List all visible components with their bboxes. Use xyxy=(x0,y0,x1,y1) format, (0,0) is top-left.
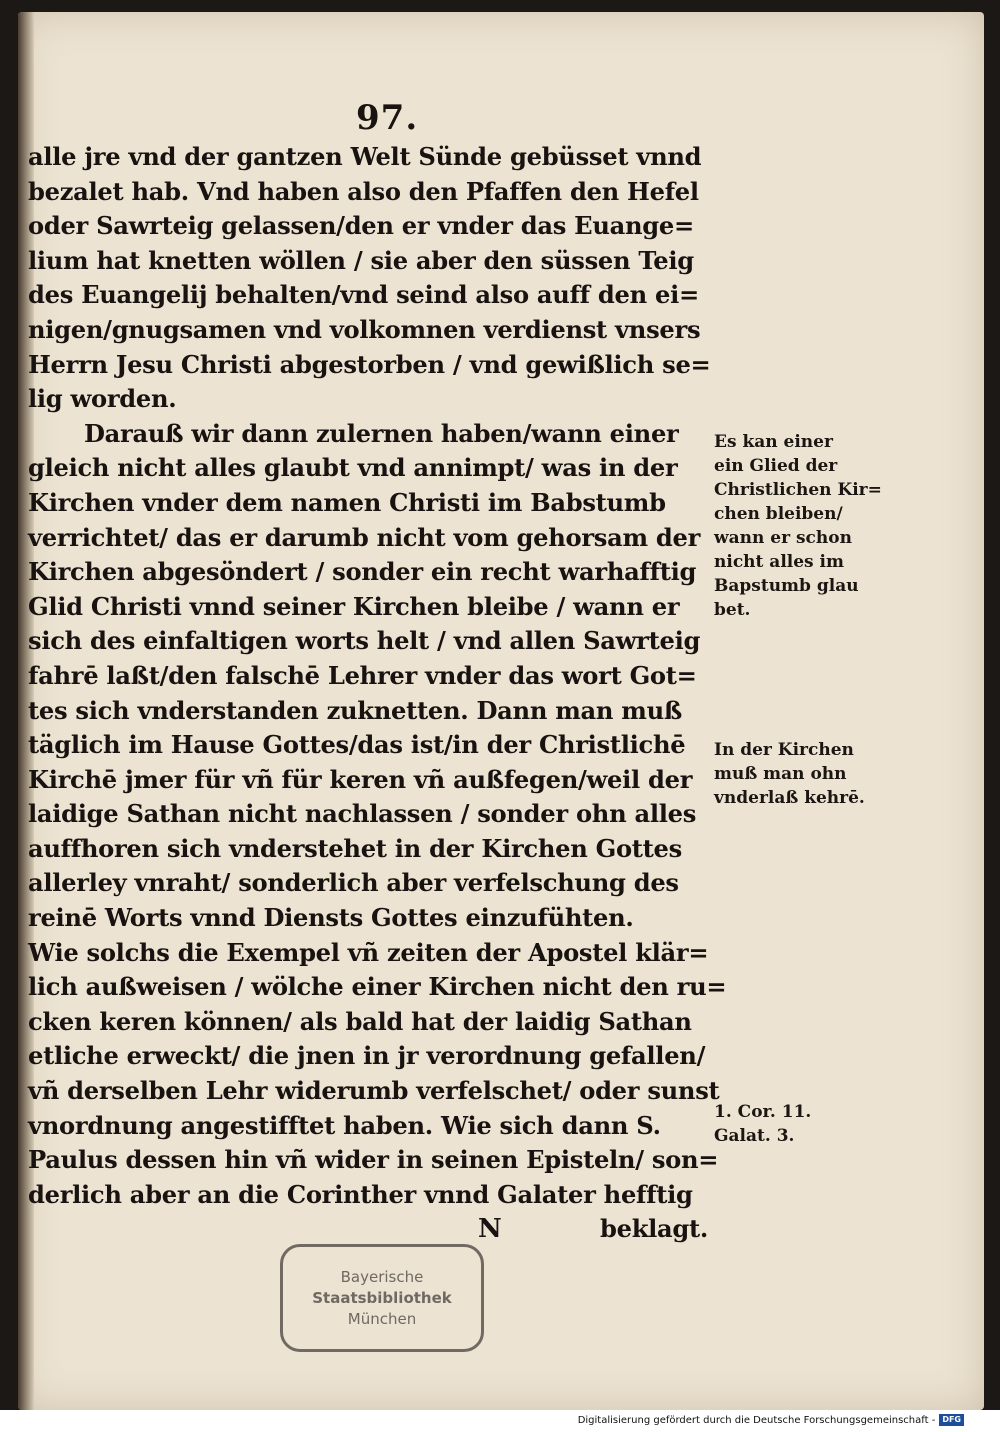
margin-note-line: 1. Cor. 11. xyxy=(714,1102,812,1122)
main-text-block xyxy=(28,140,730,1247)
margin-note-line: Bapstumb glau xyxy=(714,576,859,596)
text-line: oder Sawrteig gelassen/den er vnder das Euange= xyxy=(28,211,694,241)
margin-note-line: Es kan einer xyxy=(714,432,833,452)
margin-note-line: bet. xyxy=(714,600,751,620)
book-page xyxy=(18,12,984,1410)
text-line: fahrē laßt/den falschē Lehrer vnder das wort Got= xyxy=(28,660,697,690)
text-line: cken keren können/ als bald hat der laidig Sathan xyxy=(28,1006,692,1036)
dfg-logo-icon: DFG xyxy=(939,1414,964,1426)
text-line: Paulus dessen hin vñ wider in seinen Episteln/ son= xyxy=(28,1145,719,1175)
text-line: alle jre vnd der gantzen Welt Sünde gebüsset vnnd xyxy=(28,142,702,171)
margin-note-line: vnderlaß kehrē. xyxy=(714,788,865,808)
text-line: verrichtet/ das er darumb nicht vom gehorsam der xyxy=(28,522,701,552)
text-line: Kirchen abgesöndert / sonder ein recht warhafftig xyxy=(28,557,697,587)
digitization-credit xyxy=(578,1414,964,1426)
margin-note-line: wann er schon xyxy=(714,528,852,548)
catchword: beklagt. xyxy=(600,1214,709,1244)
stamp-line: Staatsbibliothek xyxy=(312,1288,452,1307)
signature-mark: N xyxy=(478,1214,502,1245)
margin-note xyxy=(714,430,904,622)
text-line: gleich nicht alles glaubt vnd annimpt/ was in der xyxy=(28,453,678,483)
text-line: täglich im Hause Gottes/das ist/in der Christlichē xyxy=(28,730,686,760)
page-number: 97. xyxy=(356,98,419,138)
text-line: allerley vnraht/ sonderlich aber verfelschung des xyxy=(28,868,679,898)
text-line: vñ derselben Lehr widerumb verfelschet/ oder sunst xyxy=(28,1076,720,1106)
text-line: sich des einfaltigen worts helt / vnd allen Sawrteig xyxy=(28,626,701,656)
text-line: vnordnung angestifftet haben. Wie sich dann S. xyxy=(28,1110,661,1140)
margin-note-line: muß man ohn xyxy=(714,764,847,784)
text-line: laidige Sathan nicht nachlassen / sonder ohn alles xyxy=(28,799,697,829)
margin-note xyxy=(714,1100,904,1148)
text-line: tes sich vnderstanden zuknetten. Dann man muß xyxy=(28,695,682,725)
text-line: nigen/gnugsamen vnd volkomnen verdienst vnsers xyxy=(28,314,701,344)
text-line: auffhoren sich vnderstehet in der Kirchen Gottes xyxy=(28,833,682,863)
library-stamp xyxy=(280,1244,484,1352)
text-line: Kirchen vnder dem namen Christi im Babstumb xyxy=(28,487,666,517)
margin-note-line: nicht alles im xyxy=(714,552,844,572)
margin-note xyxy=(714,738,904,810)
text-line: derlich aber an die Corinther vnnd Galater hefftig xyxy=(28,1179,693,1209)
margin-note-line: In der Kirchen xyxy=(714,740,854,760)
text-line: Glid Christi vnnd seiner Kirchen bleibe / wann er xyxy=(28,591,680,621)
text-line: des Euangelij behalten/vnd seind also auff den ei= xyxy=(28,280,699,310)
text-line: lium hat knetten wöllen / sie aber den süssen Teig xyxy=(28,245,694,275)
text-line: Wie solchs die Exempel vñ zeiten der Apostel klär= xyxy=(28,937,709,967)
text-line: Herrn Jesu Christi abgestorben / vnd gewißlich se= xyxy=(28,349,711,379)
margin-note-line: chen bleiben/ xyxy=(714,504,843,524)
text-line: lig worden. xyxy=(28,384,177,414)
margin-note-line: Galat. 3. xyxy=(714,1126,795,1146)
text-line: Kirchē jmer für vñ für keren vñ außfegen/weil der xyxy=(28,764,693,794)
stamp-line: München xyxy=(347,1309,417,1328)
paragraph-start-line: Darauß wir dann zulernen haben/wann einer xyxy=(84,418,679,448)
credit-text: Digitalisierung gefördert durch die Deutsche Forschungsgemeinschaft - xyxy=(577,1414,936,1426)
text-line: lich außweisen / wölche einer Kirchen nicht den ru= xyxy=(28,972,727,1002)
stamp-line: Bayerische xyxy=(340,1267,424,1286)
footer-line xyxy=(28,1212,730,1247)
text-line: bezalet hab. Vnd haben also den Pfaffen den Hefel xyxy=(28,176,699,206)
text-line: etliche erweckt/ die jnen in jr verordnung gefallen/ xyxy=(28,1041,706,1071)
margin-note-line: Christlichen Kir= xyxy=(714,480,882,500)
text-line: reinē Worts vnnd Diensts Gottes einzufühten. xyxy=(28,903,634,933)
margin-note-line: ein Glied der xyxy=(714,456,838,476)
